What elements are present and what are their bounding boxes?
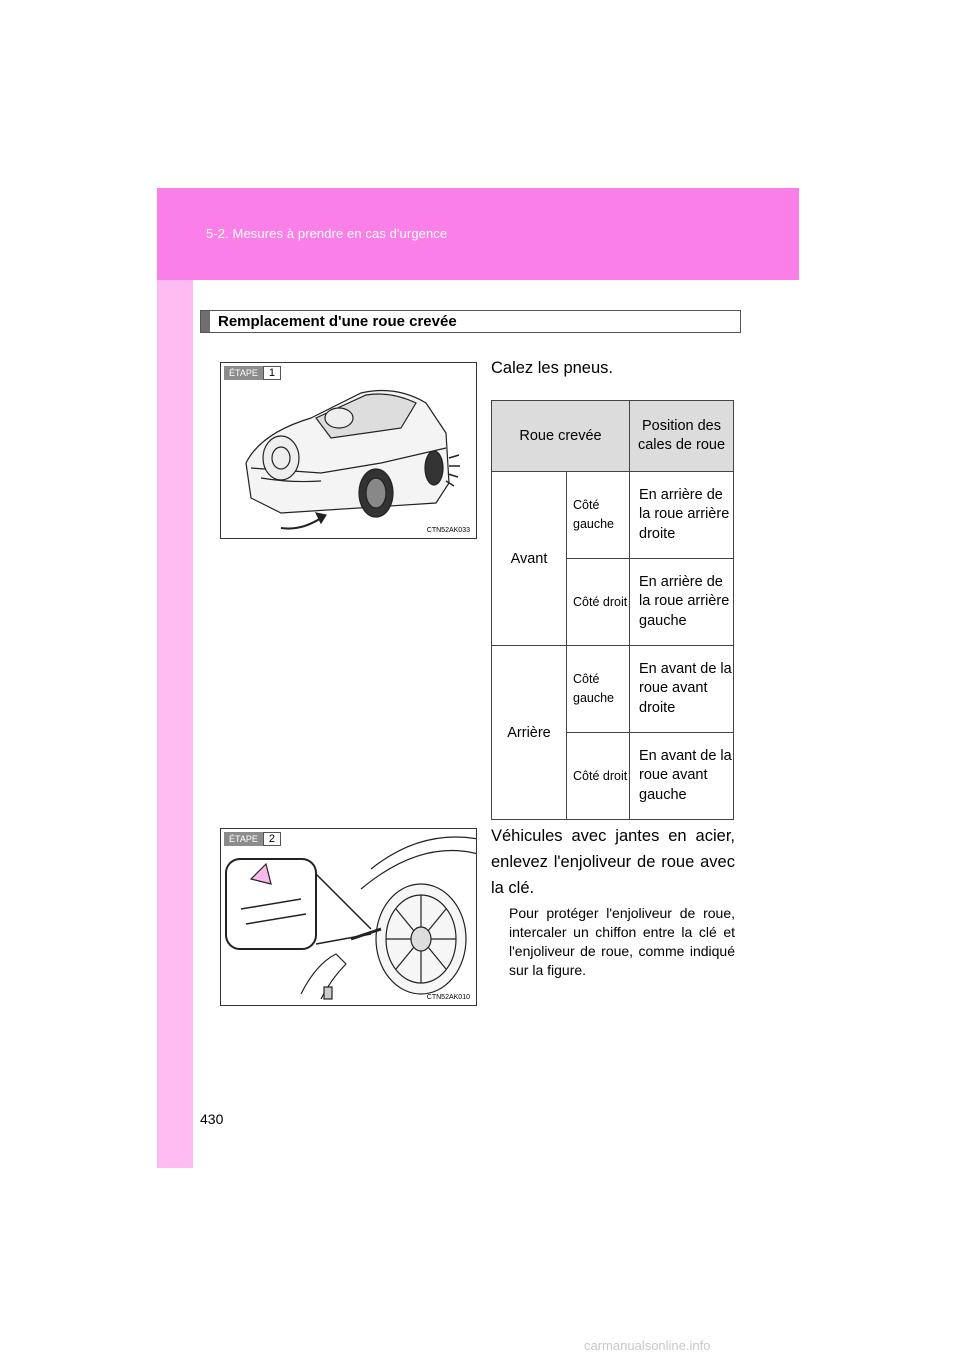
- step-2-note: Pour protéger l'enjoliveur de roue, intercaler un chiffon entre la clé et l'enjoliveur de roue, comme indiqué sur la figure.: [509, 905, 735, 978]
- step-number: 2: [263, 832, 281, 846]
- table-side: Côté gauche: [567, 472, 630, 559]
- table-position: En arrière de la roue arrière gauche: [630, 559, 734, 646]
- wheel-cover-removal-illustration: [221, 829, 477, 1006]
- table-category-rear: Arrière: [492, 646, 567, 820]
- table-header-chock-position: Position des cales de roue: [630, 401, 734, 472]
- step-2-badge: [224, 832, 281, 846]
- section-title: Remplacement d'une roue crevée: [218, 313, 457, 330]
- figure-code: CTN52AK010: [426, 994, 470, 1001]
- table-header-row: [492, 401, 734, 472]
- section-title-accent: [201, 311, 210, 332]
- step-number: 1: [263, 366, 281, 380]
- wheel-chock-table: [491, 400, 734, 820]
- table-row: [492, 472, 734, 559]
- figure-step-2: [220, 828, 477, 1006]
- step-1-badge: [224, 366, 281, 380]
- footer-watermark: carmanualsonline.info: [584, 1338, 711, 1353]
- step-2-text: Véhicules avec jantes en acier, enlevez l'enjoliveur de roue avec la clé.: [491, 827, 735, 897]
- section-title-bar: [200, 310, 741, 333]
- table-position: En avant de la roue avant gauche: [630, 733, 734, 820]
- section-header: 5-2. Mesures à prendre en cas d'urgence: [206, 226, 448, 241]
- table-position: En arrière de la roue arrière droite: [630, 472, 734, 559]
- table-side: Côté droit: [567, 559, 630, 646]
- step-label: ÉTAPE: [224, 366, 263, 380]
- figure-code: CTN52AK033: [426, 527, 470, 534]
- table-row: [492, 646, 734, 733]
- figure-step-1: [220, 362, 477, 539]
- table-side: Côté gauche: [567, 646, 630, 733]
- step-1-text: Calez les pneus.: [491, 359, 613, 377]
- page-number: 430: [200, 1111, 224, 1127]
- table-category-front: Avant: [492, 472, 567, 646]
- step-label: ÉTAPE: [224, 832, 263, 846]
- side-strip: [157, 188, 193, 1168]
- table-header-flat-tire: Roue crevée: [492, 401, 630, 472]
- table-position: En avant de la roue avant droite: [630, 646, 734, 733]
- car-chock-illustration: [221, 363, 477, 539]
- table-side: Côté droit: [567, 733, 630, 820]
